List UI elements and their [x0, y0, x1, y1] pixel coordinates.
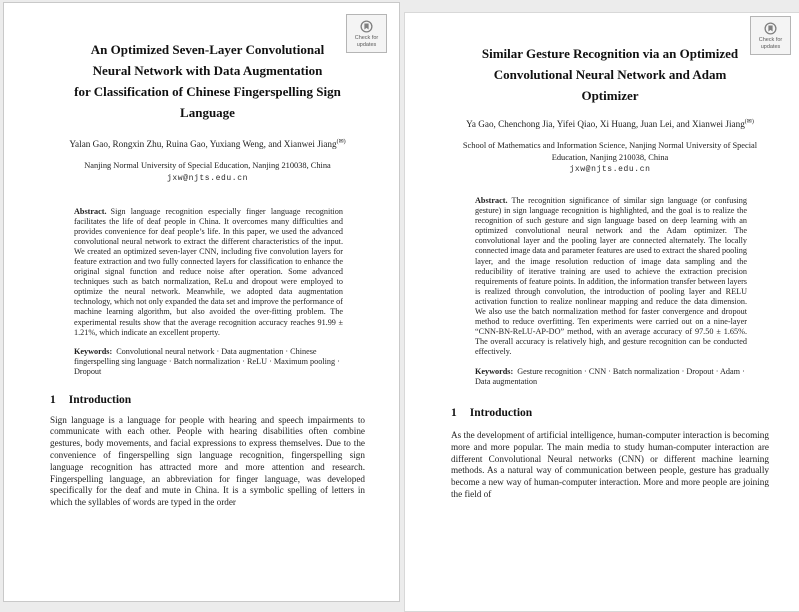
affiliation: School of Mathematics and Information Science, Nanjing Normal University of Special Education, Nanjing 210038, China [462, 141, 758, 162]
paper-title [451, 43, 769, 106]
check-for-updates-badge[interactable] [346, 14, 387, 53]
abstract [475, 196, 747, 358]
keywords-text: Convolutional neural network · Data augmentation · Chinese fingerspelling sing language · Batch normalization · ReLU · Maximum pooling · Dropout [74, 346, 340, 377]
badge-label-line1: Check for [354, 35, 379, 41]
badge-label-line2: updates [356, 42, 377, 48]
abstract-label: Abstract. [74, 206, 107, 216]
paper-page-right [404, 12, 799, 612]
email-line [50, 174, 365, 183]
title-line: for Classification of Chinese Fingerspelling Sign [74, 84, 341, 99]
email-link[interactable]: jxw@njts.edu.cn [166, 173, 248, 183]
check-for-updates-badge[interactable] [750, 16, 791, 55]
paper-page-left [3, 2, 400, 602]
badge-label-line1: Check for [758, 37, 783, 43]
affiliation: Nanjing Normal University of Special Education, Nanjing 210038, China [84, 161, 331, 170]
keywords [475, 367, 747, 388]
section-heading-introduction [451, 407, 769, 419]
section-heading-introduction [50, 394, 365, 406]
section-title: Introduction [68, 393, 132, 406]
crossmark-bookmark-icon [359, 19, 374, 34]
author-line [50, 138, 365, 151]
abstract [74, 207, 343, 338]
title-line: Similar Gesture Recognition via an Optimized [481, 46, 739, 61]
author-names: Ya Gao, Chenchong Jia, Yifei Qiao, Xi Huang, Juan Lei, and Xianwei Jiang [466, 119, 745, 129]
paper-title [50, 39, 365, 123]
keywords-text: Gesture recognition · CNN · Batch normalization · Dropout · Adam · Data augmentation [475, 366, 745, 386]
corresponding-author-mark: (✉) [744, 118, 754, 125]
abstract-label: Abstract. [475, 196, 508, 205]
corresponding-author-mark: (✉) [336, 138, 346, 145]
abstract-text: The recognition significance of similar sign language (or confusing gesture) in sign language recognition is highlighted, and the goal is to realize the recognition of such gesture and sign language based on deep learning with an optimized convolutional neural network and the Adam optimizer. The convolutional layer and the pooling layer are connected alternately. The locally connected image data and parameter features are used to extract the shared pooling layer, and the image resolution reduction of image data sampling and the reducibility of iterative training are used to achieve the extraction precision requirements of feature points. In addition, the information transfer between layers is realized through convolution, the introduction of pooling layer and RELU activation function to realize nonlinear mapping and reduce the data dimension. We also use the batch normalization method for faster convergence and dropout method to reduce overfitting. Ten experiments were carried out on a nine-layer “CNN-BN-ReLU-AP-DO” method, with an average accuracy of 97.50 ± 1.65%. The overall accuracy is relatively high, and gesture recognition can be conducted effectively. [475, 196, 747, 357]
email-link[interactable]: jxw@njts.edu.cn [569, 165, 651, 174]
section-number: 1 [50, 393, 56, 406]
title-line: Language [180, 105, 235, 120]
crossmark-bookmark-icon [763, 21, 778, 36]
intro-paragraph: As the development of artificial intelligence, human-computer interaction is becoming more and more popular. The main media to study human-computer interaction are different Convolutional Neural networks (CNN) or different machine learning methods. As a natural way of communication between people, gesture has gradually become a new way of human-computer interaction. More and more people are joining the field of [451, 430, 769, 500]
abstract-text: Sign language recognition especially finger language recognition facilitates the life of deaf people in China. It overcomes many difficulties and provides convenience for deaf people’s life. In this paper, we used the advanced convolutional neural network to extract the different characteristics of the input. We created an optimized seven-layer CNN, including five convolution layers for feature extraction and two fully connected layers for classification to enhance the original signal function and reduce noise after operation. Some advanced techniques such as batch normalization, ReLu and dropout were employed to optimize the neural network. Meanwhile, we adopted data augmentation technology, which not only expanded the data set and improve the performance of machine learning algorithm, but also avoided the over-fitting problem. The experimental results show that the average recognition accuracy reaches 91.99 ± 1.21%, which indicate an excellent property. [74, 206, 343, 337]
section-title: Introduction [469, 407, 533, 420]
intro-paragraph: Sign language is a language for people with hearing and speech impairments to communicate with each other. People with hearing disabilities often combine gestures, body movements, and facial expressions to express themselves. Due to the convenience of fingerspelling sign language recognition, fingerspelling sign language recognition has attracted more and more attention and research. Fingerspelling language, an abbreviation for finger language, was developed specifically for the deaf and mute in China. It is a symbolic spelling of letters in which the syllables of words are typed in the order [50, 414, 365, 508]
title-line: An Optimized Seven-Layer Convolutional [90, 42, 325, 57]
keywords-label: Keywords: [475, 366, 514, 376]
badge-label-line2: updates [760, 44, 781, 50]
title-line: Optimizer [581, 88, 639, 103]
section-number: 1 [451, 407, 457, 420]
keywords [74, 347, 343, 378]
keywords-label: Keywords: [74, 346, 113, 356]
email-line [451, 165, 769, 174]
title-line: Neural Network with Data Augmentation [92, 63, 323, 78]
author-names: Yalan Gao, Rongxin Zhu, Ruina Gao, Yuxiang Weng, and Xianwei Jiang [69, 139, 337, 149]
title-line: Convolutional Neural Network and Adam [493, 67, 727, 82]
author-line [451, 118, 769, 131]
